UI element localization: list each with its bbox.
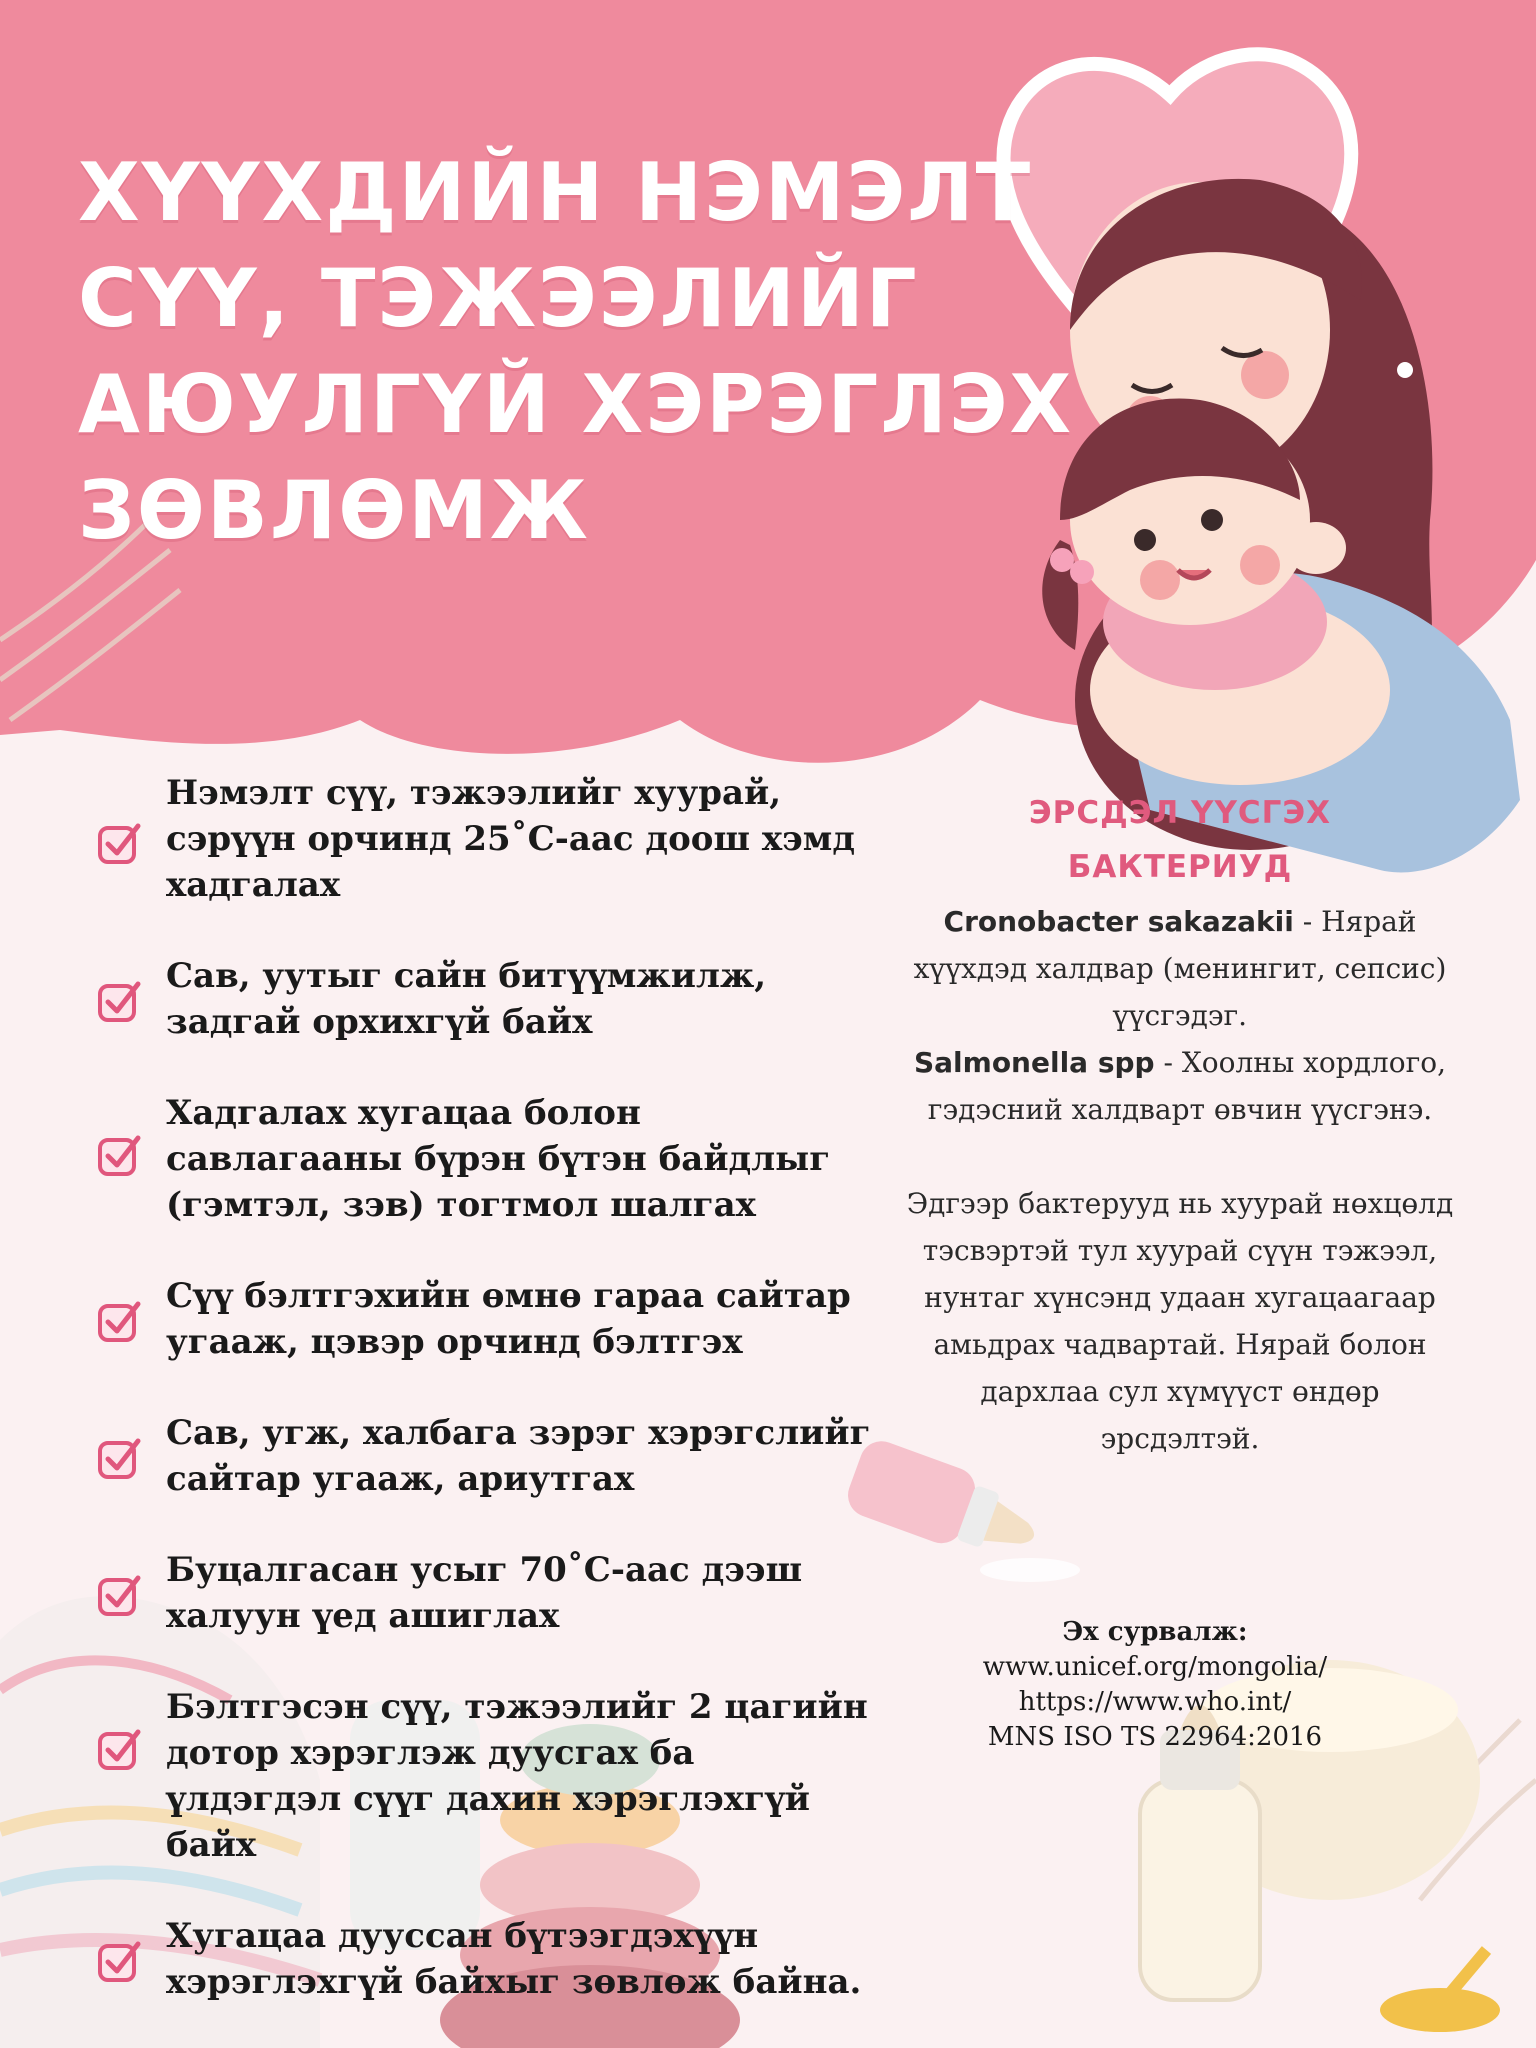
source-link: www.unicef.org/mongolia/ (982, 1652, 1328, 1682)
tip-item (96, 953, 876, 1045)
spacer (900, 1133, 1460, 1180)
tip-text: Хадгалах хугацаа болон савлагааны бүрэн бүтэн байдлыг (гэмтэл, зэв) тогтмол шалгах (166, 1093, 831, 1225)
tip-item (96, 1090, 876, 1228)
tip-item (96, 1547, 876, 1639)
tip-text: Сав, уутыг сайн битүүмжилж, задгай орхихгүй байх (166, 956, 767, 1042)
tip-text: Буцалгасан усыг 70˚С-аас дээш халуун үед ашиглах (166, 1550, 803, 1636)
checkbox-check-icon (96, 1726, 142, 1772)
tip-item (96, 1410, 876, 1502)
bacteria-effect: - Нярай хүүхдэд халдвар (менингит, сепсис) үүсгэдэг. (913, 905, 1447, 1032)
checkbox-check-icon (96, 978, 142, 1024)
checkbox-check-icon (96, 820, 142, 866)
source-standard: MNS ISO TS 22964:2016 (987, 1722, 1323, 1752)
source-link: https://www.who.int/ (1018, 1687, 1292, 1717)
page-title: ХҮҮХДИЙН НЭМЭЛТ СҮҮ, ТЭЖЭЭЛИЙГ АЮУЛГҮЙ ХЭРЭГЛЭХ ЗӨВЛӨМЖ (78, 146, 1074, 557)
tip-item (96, 1684, 876, 1868)
tip-item (96, 770, 876, 908)
checkbox-check-icon (96, 1435, 142, 1481)
tip-item (96, 1273, 876, 1365)
bacteria-description (900, 898, 1460, 1462)
bacteria-item (900, 1039, 1460, 1133)
bacteria-heading: ЭРСДЭЛ ҮҮСГЭХ БАКТЕРИУД (1028, 795, 1332, 885)
source-label: Эх сурвалж: (1062, 1617, 1248, 1647)
source-block (935, 1615, 1375, 1755)
checkbox-check-icon (96, 1572, 142, 1618)
tip-text: Сүү бэлтгэхийн өмнө гараа сайтар угааж, цэвэр орчинд бэлтгэх (166, 1276, 851, 1362)
bacteria-item (900, 898, 1460, 1039)
bacteria-note: Эдгээр бактерууд нь хуурай нөхцөлд тэсвэртэй тул хуурай сүүн тэжээл, нунтаг хүнсэнд удаан хугацаагаар амьдрах чадвартай. Нярай болон дархлаа сул хүмүүст өндөр эрсдэлтэй. (906, 1187, 1454, 1455)
tip-text: Сав, угж, халбага зэрэг хэрэгслийг сайтар угааж, ариутгах (166, 1413, 871, 1499)
bacteria-name: Salmonella spp (913, 1046, 1155, 1079)
tip-text: Хугацаа дууссан бүтээгдэхүүн хэрэглэхгүй байхыг зөвлөж байна. (166, 1916, 862, 2002)
bacteria-name: Cronobacter sakazakii (943, 905, 1294, 938)
checkbox-check-icon (96, 1298, 142, 1344)
tip-text: Нэмэлт сүү, тэжээлийг хуурай, сэрүүн орчинд 25˚С-аас доош хэмд хадгалах (166, 773, 855, 905)
tips-list (96, 770, 876, 2005)
checkbox-check-icon (96, 1132, 142, 1178)
checkbox-check-icon (96, 1938, 142, 1984)
bacteria-effect: - Хоолны хордлого, гэдэсний халдварт өвчин үүсгэнэ. (927, 1046, 1447, 1126)
tip-item (96, 1913, 876, 2005)
tip-text: Бэлтгэсэн сүү, тэжээлийг 2 цагийн дотор хэрэглэж дуусгах ба үлдэгдэл сүүг дахин хэрэглэхгүй байх (166, 1687, 868, 1865)
